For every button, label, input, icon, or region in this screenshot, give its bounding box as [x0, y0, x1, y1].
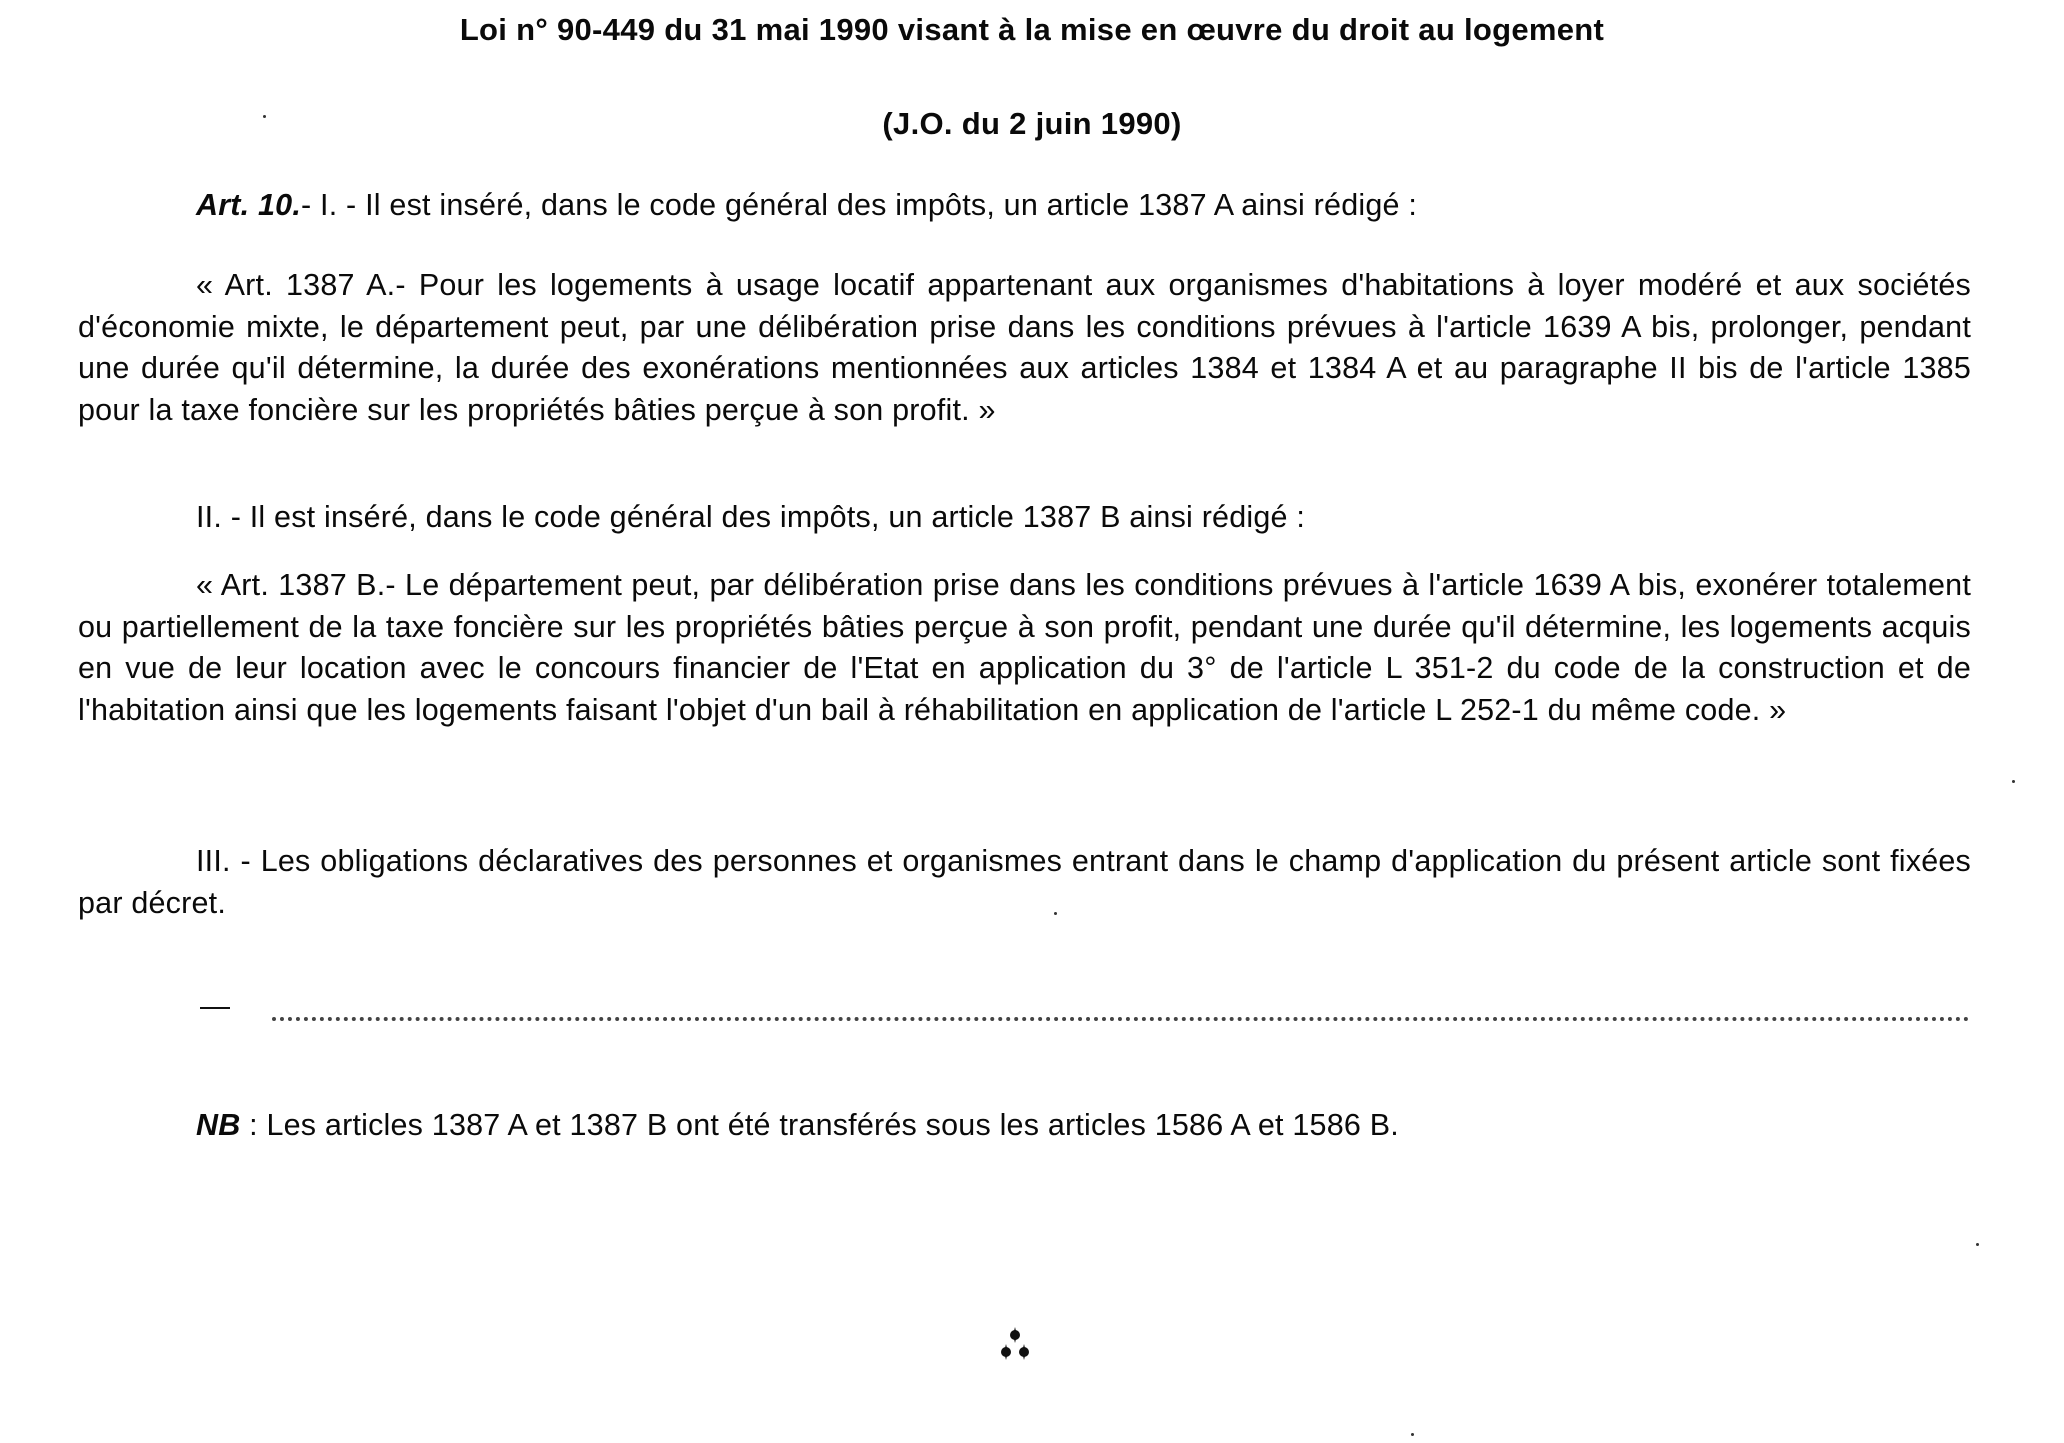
article-10-heading [196, 185, 1417, 227]
article-10-intro: - I. - Il est inséré, dans le code général des impôts, un article 1387 A ainsi rédigé : [301, 188, 1418, 222]
omission-dotted-line [272, 1017, 1970, 1021]
article-10-label: Art. 10. [196, 188, 301, 222]
section-2-intro: II. - Il est inséré, dans le code général des impôts, un article 1387 B ainsi rédigé : [196, 500, 1306, 534]
article-1387a-paragraph: « Art. 1387 A.- Pour les logements à usage locatif appartenant aux organismes d'habitations à loyer modéré et aux sociétés d'économie mixte, le département peut, par une délibération prise dans les conditions prévues à l'article 1639 A bis, prolonger, pendant une durée qu'il détermine, la durée des exonérations mentionnées aux articles 1384 et 1384 A et au paragraphe II bis de l'article 1385 pour la taxe foncière sur les propriétés bâties perçue à son profit. » [78, 268, 1971, 427]
scan-speck [1054, 912, 1057, 915]
scan-speck [263, 115, 266, 118]
nb-note [196, 1105, 1399, 1147]
scan-speck [1976, 1243, 1979, 1246]
article-1387b-paragraph: « Art. 1387 B.- Le département peut, par délibération prise dans les conditions prévues à l'article 1639 A bis, exonérer totalement ou partiellement de la taxe foncière sur les propriétés bâties perçue à son profit, pendant une durée qu'il détermine, les logements acquis en vue de leur location avec le concours financier de l'Etat en application du 3° de l'article L 351-2 du code de la construction et de l'habitation ainsi que les logements faisant l'objet d'un bail à réhabilitation en application de l'article L 252-1 du même code. » [78, 568, 1971, 727]
asterism-icon [990, 1325, 1040, 1365]
document-title: Loi n° 90-449 du 31 mai 1990 visant à la mise en œuvre du droit au logement [459, 12, 1605, 47]
separator-dash [200, 1007, 230, 1009]
document-subtitle: (J.O. du 2 juin 1990) [882, 106, 1182, 141]
section-3-paragraph: III. - Les obligations déclaratives des personnes et organismes entrant dans le champ d'application du présent article sont fixées par décret. [78, 844, 1971, 920]
nb-text: : Les articles 1387 A et 1387 B ont été transférés sous les articles 1586 A et 1586 B. [240, 1108, 1399, 1142]
scan-speck [1411, 1433, 1414, 1436]
scan-speck [2012, 780, 2015, 783]
nb-label: NB [196, 1108, 241, 1142]
